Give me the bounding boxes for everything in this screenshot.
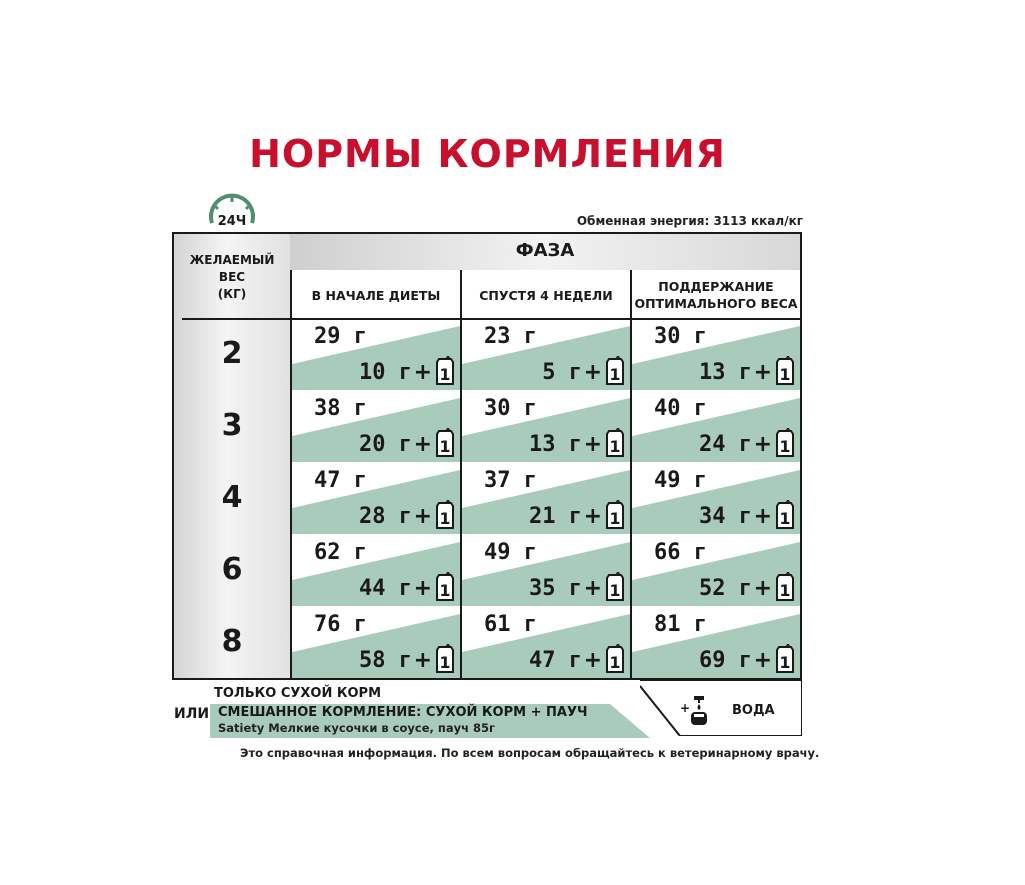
pouch-count: 1 — [439, 581, 451, 600]
feeding-cell — [462, 464, 630, 534]
dry-food-amount: 40 г — [654, 396, 707, 421]
feeding-cell — [292, 536, 460, 606]
dry-food-amount: 62 г — [314, 540, 367, 565]
dry-food-amount: 76 г — [314, 612, 367, 637]
feeding-cell — [292, 320, 460, 390]
dry-food-amount: 37 г — [484, 468, 537, 493]
pouch-count: 1 — [439, 365, 451, 384]
pouch-count: 1 — [439, 437, 451, 456]
mixed-food-amount: 13 г — [699, 360, 752, 385]
svg-text:+: + — [680, 701, 691, 715]
mixed-food-amount: 47 г — [529, 648, 582, 673]
plus-sign: + — [753, 432, 772, 457]
pouch-icon — [434, 500, 456, 530]
page-title: НОРМЫ КОРМЛЕНИЯ — [249, 132, 726, 176]
feeding-cell — [632, 320, 800, 390]
pouch-icon — [434, 356, 456, 386]
weight-header-line: ЖЕЛАЕМЫЙ — [189, 253, 275, 267]
dry-food-amount: 30 г — [484, 396, 537, 421]
dry-food-amount: 29 г — [314, 324, 367, 349]
pouch-count: 1 — [439, 509, 451, 528]
water-box — [640, 680, 802, 736]
dry-food-amount: 23 г — [484, 324, 537, 349]
dry-food-amount: 30 г — [654, 324, 707, 349]
disclaimer: Это справочная информация. По всем вопросам обращайтесь к ветеринарному врачу. — [240, 746, 820, 760]
mixed-food-amount: 44 г — [359, 576, 412, 601]
column-header-line: В НАЧАЛЕ ДИЕТЫ — [311, 287, 441, 303]
pouch-icon — [434, 572, 456, 602]
plus-sign: + — [753, 576, 772, 601]
clock-label: 24Ч — [217, 214, 247, 229]
mixed-food-amount: 10 г — [359, 360, 412, 385]
feeding-cell — [292, 464, 460, 534]
mixed-food-amount: 21 г — [529, 504, 582, 529]
pouch-icon — [604, 356, 626, 386]
pouch-count: 1 — [609, 365, 621, 384]
feeding-cell — [462, 536, 630, 606]
weight-header-line: ВЕС — [218, 270, 246, 284]
weight-value: 6 — [221, 552, 243, 587]
weight-value: 2 — [221, 336, 243, 371]
pouch-count: 1 — [779, 581, 791, 600]
weight-header-line: (КГ) — [217, 287, 247, 301]
dry-food-amount: 49 г — [484, 540, 537, 565]
dry-food-amount: 61 г — [484, 612, 537, 637]
feeding-cell — [632, 608, 800, 678]
plus-sign: + — [753, 648, 772, 673]
mixed-food-amount: 58 г — [359, 648, 412, 673]
plus-sign: + — [583, 648, 602, 673]
mixed-food-amount: 35 г — [529, 576, 582, 601]
pouch-count: 1 — [609, 437, 621, 456]
mixed-food-amount: 24 г — [699, 432, 752, 457]
mixed-food-amount: 69 г — [699, 648, 752, 673]
pouch-icon — [604, 500, 626, 530]
column-header-maintenance — [632, 276, 800, 314]
pouch-icon — [774, 572, 796, 602]
plus-sign: + — [753, 360, 772, 385]
plus-sign: + — [583, 432, 602, 457]
pouch-icon — [434, 644, 456, 674]
pouch-count: 1 — [779, 509, 791, 528]
column-header-line: ПОДДЕРЖАНИЕ — [658, 279, 774, 294]
feeding-cell — [292, 608, 460, 678]
energy-info: Обменная энергия: 3113 ккал/кг — [576, 214, 803, 228]
mixed-food-amount: 13 г — [529, 432, 582, 457]
plus-sign: + — [583, 576, 602, 601]
column-header-line: ОПТИМАЛЬНОГО ВЕСА — [634, 296, 798, 311]
plus-sign: + — [413, 648, 432, 673]
mixed-food-amount: 5 г — [542, 360, 582, 385]
plus-sign: + — [583, 360, 602, 385]
weight-header — [174, 252, 290, 303]
pouch-count: 1 — [439, 653, 451, 672]
feeding-cell — [292, 392, 460, 462]
pouch-count: 1 — [779, 365, 791, 384]
dry-food-amount: 66 г — [654, 540, 707, 565]
mixed-food-amount: 20 г — [359, 432, 412, 457]
legend-dry-only: ТОЛЬКО СУХОЙ КОРМ — [214, 686, 382, 701]
dry-food-amount: 38 г — [314, 396, 367, 421]
water-bowl-icon — [680, 692, 714, 728]
phase-label: ФАЗА — [515, 240, 575, 261]
pouch-icon — [604, 428, 626, 458]
feeding-cell — [462, 608, 630, 678]
pouch-count: 1 — [779, 653, 791, 672]
plus-sign: + — [413, 360, 432, 385]
feeding-cell — [632, 392, 800, 462]
dry-food-amount: 49 г — [654, 468, 707, 493]
pouch-icon — [774, 500, 796, 530]
legend-or: ИЛИ — [174, 706, 210, 722]
legend-satiety: Satiety Мелкие кусочки в соусе, пауч 85г — [218, 721, 495, 735]
dry-food-amount: 81 г — [654, 612, 707, 637]
plus-sign: + — [413, 576, 432, 601]
mixed-food-amount: 28 г — [359, 504, 412, 529]
mixed-food-amount: 52 г — [699, 576, 752, 601]
pouch-icon — [774, 428, 796, 458]
feeding-cell — [462, 392, 630, 462]
plus-sign: + — [413, 504, 432, 529]
plus-sign: + — [583, 504, 602, 529]
plus-sign: + — [753, 504, 772, 529]
pouch-count: 1 — [609, 509, 621, 528]
pouch-count: 1 — [609, 581, 621, 600]
legend-mixed: СМЕШАННОЕ КОРМЛЕНИЕ: СУХОЙ КОРМ + ПАУЧ — [218, 705, 588, 720]
feeding-cell — [462, 320, 630, 390]
legend-water: ВОДА — [732, 703, 775, 718]
column-header-start — [292, 276, 460, 314]
mixed-food-amount: 34 г — [699, 504, 752, 529]
weight-value: 3 — [221, 408, 243, 443]
feeding-cell — [632, 536, 800, 606]
pouch-count: 1 — [779, 437, 791, 456]
weight-value: 8 — [221, 624, 243, 659]
feeding-cell — [632, 464, 800, 534]
pouch-count: 1 — [609, 653, 621, 672]
dry-food-amount: 47 г — [314, 468, 367, 493]
feeding-table — [172, 232, 802, 680]
plus-sign: + — [413, 432, 432, 457]
pouch-icon — [604, 572, 626, 602]
pouch-icon — [604, 644, 626, 674]
pouch-icon — [434, 428, 456, 458]
weight-value: 4 — [221, 480, 243, 515]
pouch-icon — [774, 356, 796, 386]
pouch-icon — [774, 644, 796, 674]
column-header-4-weeks — [462, 276, 630, 314]
clock-24h-icon — [204, 193, 260, 237]
column-header-line: СПУСТЯ 4 НЕДЕЛИ — [479, 287, 613, 303]
